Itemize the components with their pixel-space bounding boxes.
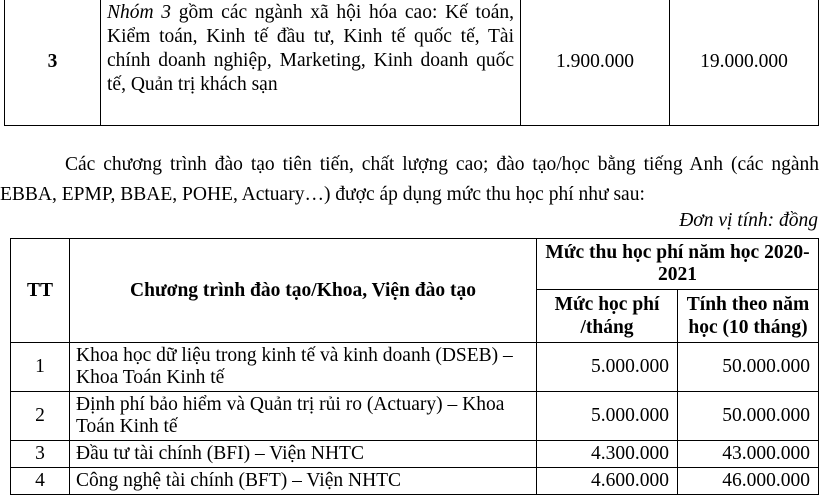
header-tt: TT	[11, 239, 70, 343]
row-number: 1	[11, 343, 70, 392]
group-label: Nhóm 3	[107, 2, 172, 23]
program-name: Công nghệ tài chính (BFT) – Viện NHTC	[70, 468, 537, 495]
program-name: Đầu tư tài chính (BFI) – Viện NHTC	[70, 441, 537, 468]
header-yearly: Tính theo năm học (10 tháng)	[678, 290, 819, 343]
yearly-fee: 19.000.000	[670, 0, 819, 126]
row-number: 2	[11, 392, 70, 441]
table-row	[11, 343, 819, 392]
table-row	[5, 0, 819, 126]
group-description	[101, 0, 521, 126]
row-number: 3	[11, 441, 70, 468]
yearly-fee: 43.000.000	[678, 441, 819, 468]
table-row	[11, 441, 819, 468]
yearly-fee: 50.000.000	[678, 343, 819, 392]
header-row	[11, 239, 819, 290]
yearly-fee: 50.000.000	[678, 392, 819, 441]
row-number: 4	[11, 468, 70, 495]
fee-table-programs	[10, 238, 819, 495]
header-program: Chương trình đào tạo/Khoa, Viện đào tạo	[70, 239, 537, 343]
monthly-fee: 4.300.000	[537, 441, 678, 468]
monthly-fee: 5.000.000	[537, 343, 678, 392]
row-number: 3	[5, 0, 101, 126]
header-fee-group: Mức thu học phí năm học 2020-2021	[537, 239, 819, 290]
fee-table-groups	[4, 0, 819, 126]
program-name: Định phí bảo hiểm và Quản trị rủi ro (Actuary) – Khoa Toán Kinh tế	[70, 392, 537, 441]
intro-paragraph: Các chương trình đào tạo tiên tiến, chất lượng cao; đào tạo/học bằng tiếng Anh (các ngành EBBA, EPMP, BBAE, POHE, Actuary…) được áp dụng mức thu học phí như sau:	[0, 154, 819, 205]
monthly-fee: 4.600.000	[537, 468, 678, 495]
unit-note: Đơn vị tính: đồng	[679, 210, 818, 231]
yearly-fee: 46.000.000	[678, 468, 819, 495]
monthly-fee: 5.000.000	[537, 392, 678, 441]
table-row	[11, 392, 819, 441]
monthly-fee: 1.900.000	[521, 0, 670, 126]
group-description-text: gồm các ngành xã hội hóa cao: Kế toán, Kiểm toán, Kinh tế đầu tư, Kinh tế quốc tế, Tài chính doanh nghiệp, Marketing, Kinh doanh quốc tế, Quản trị khách sạn	[107, 2, 514, 95]
table-row	[11, 468, 819, 495]
header-monthly: Mức học phí /tháng	[537, 290, 678, 343]
program-name: Khoa học dữ liệu trong kinh tế và kinh doanh (DSEB) – Khoa Toán Kinh tế	[70, 343, 537, 392]
